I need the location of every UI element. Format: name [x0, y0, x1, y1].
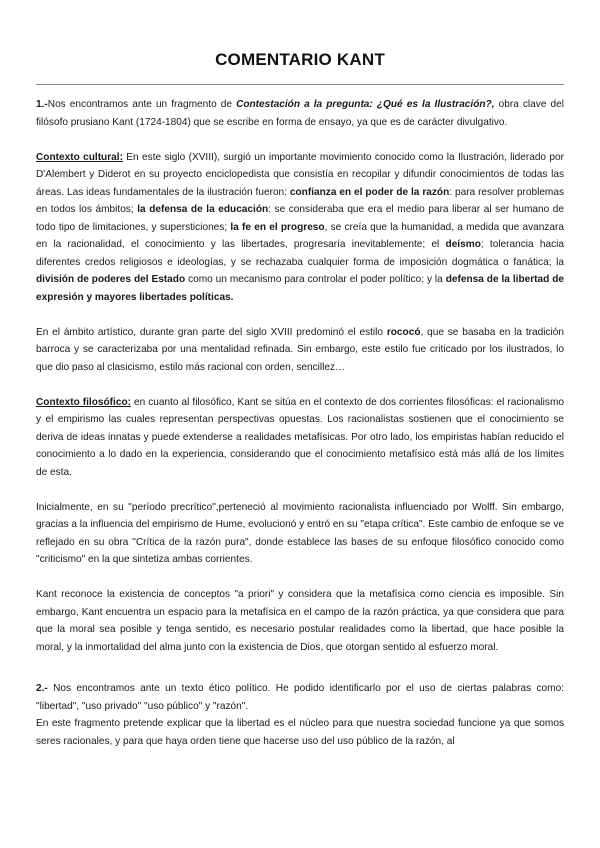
document-body: [36, 96, 564, 750]
paragraph-ethical-political: 2.- Nos encontramos ante un texto ético político. He podido identificarlo por el uso de ciertas palabras como: "libertad", "uso privado" "uso público" y "razón".: [36, 683, 564, 712]
paragraph-cultural-context: Contexto cultural: En este siglo (XVIII), surgió un importante movimiento conocido como la Ilustración, liderado por D'Alembert y Diderot en su proyecto enciclopedista que consistía en recopilar y difundir conocimientos de todas las áreas. Las ideas fundamentales de la ilustración fueron: confianza en el poder de la razón: para resolver problemas en todos los ámbitos; la defensa de la educación: se consideraba que era el medio para liberar al ser humano de todo tipo de limitaciones, y supersticiones; la fe en el progreso, se creía que la humanidad, a medida que avanzara en la racionalidad, el conocimiento y las libertades, progresaría inevitablemente; el deísmo; tolerancia hacia diferentes credos religiosos e ideologías, y se rechazaba cualquier forma de imposición dogmática o fanática; la división de poderes del Estado como un mecanismo para controlar el poder político; y la defensa de la libertad de expresión y mayores libertades políticas.: [36, 151, 565, 303]
paragraph-freedom: En este fragmento pretende explicar que la libertad es el núcleo para que nuestra sociedad funcione ya que somos seres racionales, y para que haya orden tiene que hacerse uso del uso público de la razón, al: [36, 718, 564, 747]
section-number: 2.-: [36, 683, 48, 694]
page-title: COMENTARIO KANT: [215, 50, 385, 69]
paragraph-artistic: En el ámbito artístico, durante gran parte del siglo XVIII predominó el estilo rococó, que se basaba en la tradición barroca y se caracterizaba por una mentalidad refinada. Sin embargo, este estilo fue criticado por los ilustrados, lo que dio paso al clasicismo, estilo más racional con orden, sencillez…: [36, 326, 564, 373]
paragraph-philosophical-context: Contexto filosófico: en cuanto al filosófico, Kant se sitúa en el contexto de dos corrientes filosóficas: el racionalismo y el empirismo las cuales representan perspectivas opuestas. Los racionalistas sostienen que el conocimiento se deriva de ideas innatas y puede extenderse a realidades metafísicas. Por otro lado, los empiristas habían reducido el conocimiento a lo dado en la experiencia, considerando que el conocimiento metafísico está más allá de los límites de esta.: [36, 396, 564, 478]
paragraph-intro: 1.-Nos encontramos ante un fragmento de Contestación a la pregunta: ¿Qué es la Ilustración?, obra clave del filósofo prusiano Kant (1724-1804) que se escribe en forma de ensayo, ya que es de carácter divulgativo.: [36, 99, 564, 128]
work-title: Contestación a la pregunta: ¿Qué es la Ilustración?,: [236, 99, 495, 110]
paragraph-metaphysics: Kant reconoce la existencia de conceptos "a priori" y considera que la metafísica como ciencia es imposible. Sin embargo, Kant encuentra un espacio para la metafísica en el campo de la razón práctica, ya que considera que para que la moral sea posible y tenga sentido, es necesario postular realidades como la libertad, que hace posible la moral, y la inmortalidad del alma junto con la existencia de Dios, que otorgan sentido al esfuerzo moral.: [36, 589, 564, 653]
title-divider: [36, 84, 564, 85]
heading-cultural-context: Contexto cultural:: [36, 151, 123, 163]
paragraph-precritical: Inicialmente, en su "período precrítico",perteneció al movimiento racionalista influenciado por Wolff. Sin embargo, gracias a la influencia del empirismo de Hume, evolucionó y entró en su "etapa crítica". Este cambio de enfoque se ve reflejado en su obra "Crítica de la razón pura", donde establece las bases de su enfoque filosófico conocido como "criticismo" en la que sintetiza ambas corrientes.: [36, 501, 564, 565]
section-number: 1.-: [36, 99, 48, 110]
heading-philosophical-context: Contexto filosófico:: [36, 396, 131, 408]
